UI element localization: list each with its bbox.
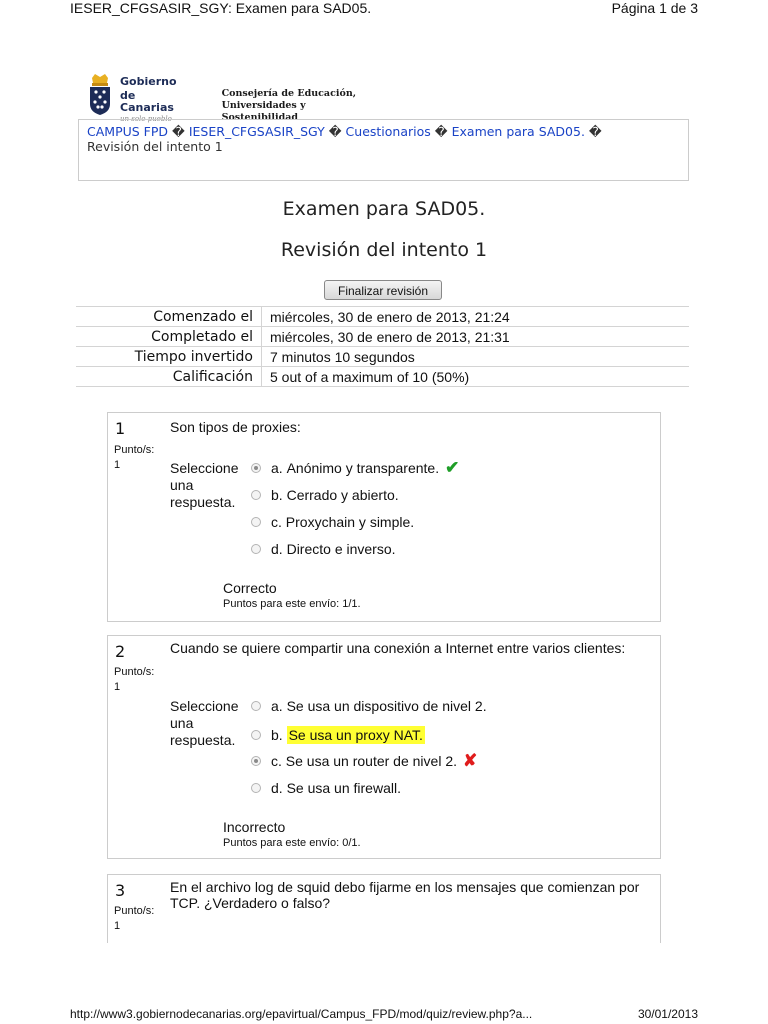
question-text: Cuando se quiere compartir una conexión a Internet entre varios clientes: (170, 640, 626, 656)
print-date: 30/01/2013 (637, 1007, 698, 1021)
option-text: Se usa un dispositivo de nivel 2. (286, 698, 487, 714)
answer-option-b[interactable] (251, 487, 399, 503)
print-title: IESER_CFGSASIR_SGY: Examen para SAD05. (70, 0, 372, 16)
question-number: 2 (115, 642, 126, 661)
summary-label: Completado el (76, 327, 262, 347)
question-1 (107, 412, 661, 622)
page-title: Examen para SAD05. (282, 198, 486, 220)
grade-result: Incorrecto (223, 819, 286, 835)
answer-option-a[interactable] (251, 460, 459, 476)
radio-button[interactable] (251, 544, 261, 554)
summary-label: Comenzado el (76, 307, 262, 327)
select-label-line2: una (170, 477, 194, 493)
question-2 (107, 635, 661, 859)
radio-button[interactable] (251, 783, 261, 793)
points-value: 1 (114, 681, 121, 693)
gobierno-canarias-logo (86, 74, 376, 122)
answer-option-a[interactable] (251, 698, 487, 714)
option-text: Cerrado y abierto. (286, 487, 399, 503)
attempt-summary-table (76, 306, 689, 387)
logo-dept-line1: Consejería de Educación, (221, 88, 357, 99)
breadcrumb-separator: � (172, 124, 185, 139)
select-label-line1: Seleccione (170, 698, 239, 714)
radio-button[interactable] (251, 730, 261, 740)
question-points (114, 443, 154, 473)
summary-row (76, 307, 689, 327)
summary-row (76, 347, 689, 367)
grade-detail: Puntos para este envío: 1/1. (223, 598, 361, 610)
logo-org-line1: Gobierno (120, 75, 177, 88)
logo-org-block (120, 74, 190, 123)
grade-result: Correcto (223, 580, 277, 596)
option-letter: b. (271, 727, 283, 743)
question-number: 3 (115, 881, 126, 900)
breadcrumb-link-campus[interactable]: CAMPUS FPD (87, 124, 169, 139)
logo-dept-block (190, 74, 376, 124)
answer-option-d[interactable] (251, 541, 396, 557)
breadcrumb-link-exam[interactable]: Examen para SAD05. (451, 124, 585, 139)
breadcrumb-separator: � (328, 124, 342, 139)
option-letter: d. (271, 541, 283, 557)
checkmark-icon: ✔ (445, 458, 460, 477)
summary-label: Calificación (76, 367, 262, 387)
breadcrumb (78, 119, 689, 181)
summary-value: miércoles, 30 de enero de 2013, 21:31 (262, 327, 690, 347)
select-label-line3: respuesta. (170, 732, 236, 748)
option-letter: c. (271, 514, 282, 530)
select-label-line1: Seleccione (170, 460, 239, 476)
radio-button[interactable] (251, 517, 261, 527)
option-letter: b. (271, 487, 283, 503)
radio-button[interactable] (251, 490, 261, 500)
points-value: 1 (114, 920, 121, 932)
correct-answer-highlight: Se usa un proxy NAT. (288, 727, 423, 743)
breadcrumb-link-course[interactable]: IESER_CFGSASIR_SGY (188, 124, 325, 139)
coat-of-arms-icon (86, 74, 114, 116)
option-text: Se usa un router de nivel 2. (285, 753, 458, 769)
logo-org-line2: de Canarias (120, 89, 174, 114)
answer-option-c[interactable] (251, 514, 414, 530)
summary-label: Tiempo invertido (76, 347, 262, 367)
points-label: Punto/s: (114, 905, 155, 917)
radio-button-selected[interactable] (251, 463, 261, 473)
option-letter: d. (271, 780, 283, 796)
summary-value: miércoles, 30 de enero de 2013, 21:24 (262, 307, 690, 327)
select-answer-label (170, 460, 239, 511)
summary-row (76, 367, 689, 387)
radio-button[interactable] (251, 701, 261, 711)
page-subtitle: Revisión del intento 1 (280, 239, 488, 261)
option-text: Proxychain y simple. (285, 514, 415, 530)
option-text: Anónimo y transparente. (286, 460, 440, 476)
breadcrumb-separator: � (434, 124, 448, 139)
points-value: 1 (114, 459, 121, 471)
answer-option-b[interactable] (251, 726, 425, 744)
question-3 (107, 874, 661, 943)
radio-button-selected[interactable] (251, 756, 261, 766)
question-text: Son tipos de proxies: (170, 419, 301, 435)
option-text: Se usa un firewall. (286, 780, 401, 796)
summary-row (76, 327, 689, 347)
option-letter: a. (271, 698, 283, 714)
select-answer-label (170, 698, 239, 749)
breadcrumb-current: Revisión del intento 1 (87, 139, 223, 154)
finish-review-button[interactable]: Finalizar revisión (324, 280, 442, 300)
print-page-number: Página 1 de 3 (611, 0, 698, 16)
print-url: http://www3.gobiernodecanarias.org/epavirtual/Campus_FPD/mod/quiz/review.php?a... (70, 1007, 533, 1021)
question-points (114, 904, 154, 934)
select-label-line3: respuesta. (170, 494, 236, 510)
option-text: Directo e inverso. (286, 541, 396, 557)
breadcrumb-link-quizzes[interactable]: Cuestionarios (345, 124, 431, 139)
breadcrumb-separator: � (588, 124, 602, 139)
grade-detail: Puntos para este envío: 0/1. (223, 837, 361, 849)
summary-value: 7 minutos 10 segundos (262, 347, 690, 367)
logo-tagline: un solo pueblo (120, 115, 172, 123)
answer-option-d[interactable] (251, 780, 401, 796)
cross-icon: ✘ (463, 751, 478, 770)
option-letter: a. (271, 460, 283, 476)
answer-option-c[interactable] (251, 753, 477, 769)
print-header (70, 0, 698, 16)
points-label: Punto/s: (114, 444, 155, 456)
print-footer (70, 1007, 698, 1021)
summary-value: 5 out of a maximum of 10 (50%) (262, 367, 690, 387)
points-label: Punto/s: (114, 666, 155, 678)
select-label-line2: una (170, 715, 194, 731)
question-text: En el archivo log de squid debo fijarme en los mensajes que comienzan por TCP. ¿Verdadero o falso? (170, 879, 640, 911)
logo-dept-line2: Universidades y Sostenibilidad (221, 100, 306, 123)
option-letter: c. (271, 753, 282, 769)
question-number: 1 (115, 419, 126, 438)
question-points (114, 665, 154, 695)
